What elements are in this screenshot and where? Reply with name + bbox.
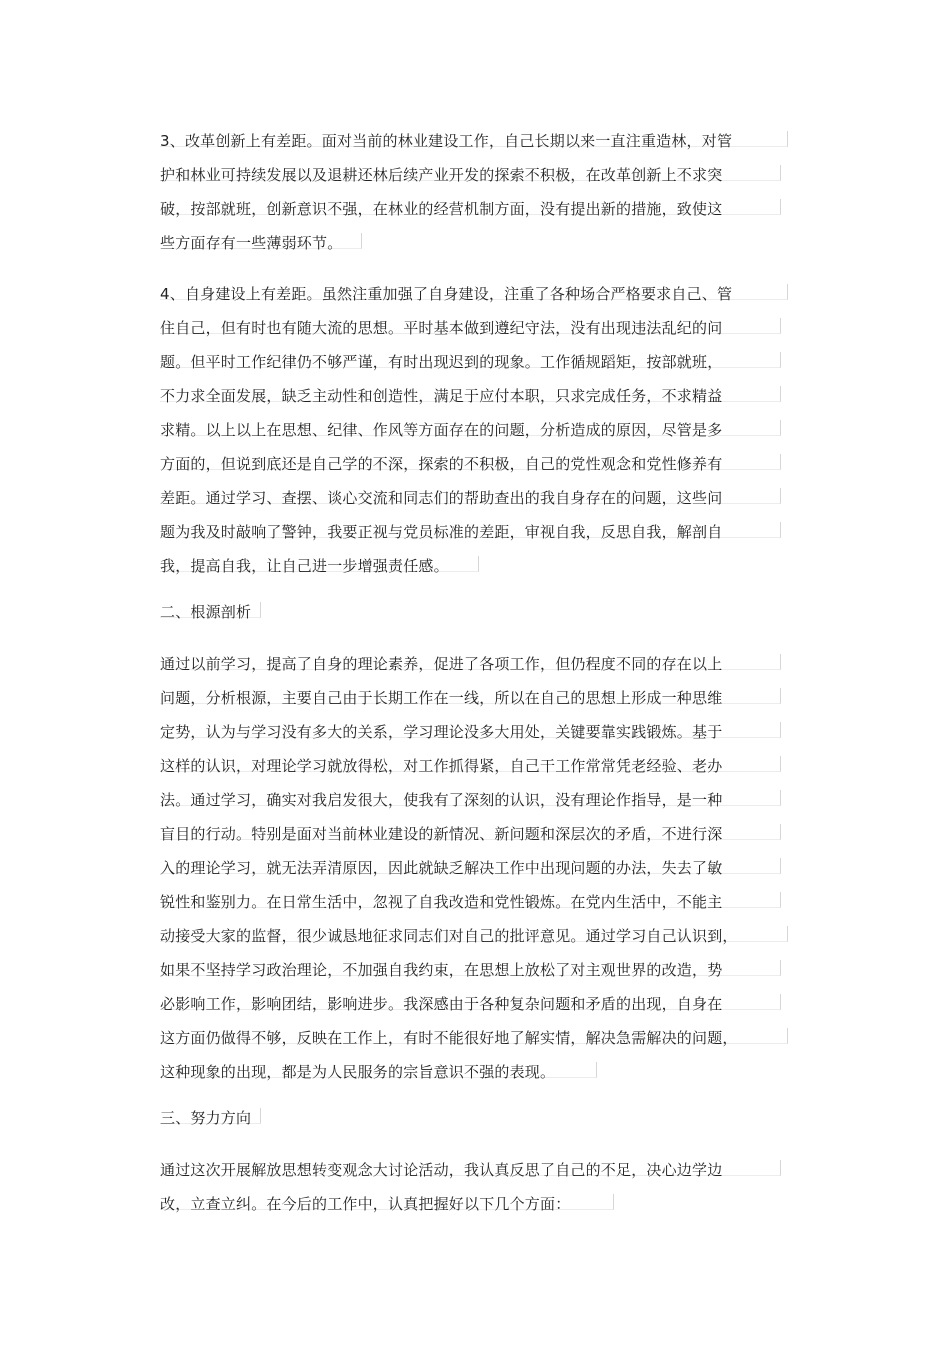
text-line: 我，提高自我，让自己进一步增强责任感。: [160, 556, 790, 590]
heading-line: 三、努力方向: [160, 1108, 790, 1128]
text-line: 些方面存有一些薄弱环节。: [160, 233, 790, 267]
text-line: 4、自身建设上有差距。虽然注重加强了自身建设，注重了各种场合严格要求自己、管: [160, 284, 790, 318]
heading-line: 二、根源剖析: [160, 602, 790, 622]
section-heading-root-cause: [160, 602, 790, 622]
text-line: 护和林业可持续发展以及退耕还林后续产业开发的探索不积极，在改革创新上不求突: [160, 165, 790, 199]
text-line: 方面的，但说到底还是自己学的不深，探索的不积极，自己的党性观念和党性修养有: [160, 454, 790, 488]
text-line: 这方面仍做得不够，反映在工作上，有时不能很好地了解实情，解决急需解决的问题，: [160, 1028, 790, 1062]
text-line: 必影响工作，影响团结，影响进步。我深感由于各种复杂问题和矛盾的出现，自身在: [160, 994, 790, 1028]
paragraph-self-building-gap: [160, 284, 790, 590]
text-line: 改，立查立纠。在今后的工作中，认真把握好以下几个方面：: [160, 1194, 790, 1228]
text-line: 题。但平时工作纪律仍不够严谨，有时出现迟到的现象。工作循规蹈矩，按部就班，: [160, 352, 790, 386]
text-line: 定势，认为与学习没有多大的关系，学习理论没多大用处，关键要靠实践锻炼。基于: [160, 722, 790, 756]
text-line: 盲目的行动。特别是面对当前林业建设的新情况、新问题和深层次的矛盾，不进行深: [160, 824, 790, 858]
section-heading-direction: [160, 1108, 790, 1128]
text-line: 这种现象的出现，都是为人民服务的宗旨意识不强的表现。: [160, 1062, 790, 1096]
text-line: 锐性和鉴别力。在日常生活中，忽视了自我改造和党性锻炼。在党内生活中，不能主: [160, 892, 790, 926]
text-line: 这样的认识，对理论学习就放得松，对工作抓得紧，自己干工作常常凭老经验、老办: [160, 756, 790, 790]
text-line: 题为我及时敲响了警钟，我要正视与党员标准的差距，审视自我，反思自我，解剖自: [160, 522, 790, 556]
text-line: 破，按部就班，创新意识不强，在林业的经营机制方面，没有提出新的措施，致使这: [160, 199, 790, 233]
text-line: 动接受大家的监督，很少诚恳地征求同志们对自己的批评意见。通过学习自己认识到，: [160, 926, 790, 960]
text-line: 不力求全面发展，缺乏主动性和创造性，满足于应付本职，只求完成任务，不求精益: [160, 386, 790, 420]
text-line: 3、改革创新上有差距。面对当前的林业建设工作，自己长期以来一直注重造林，对管: [160, 131, 790, 165]
text-line: 法。通过学习，确实对我启发很大，使我有了深刻的认识，没有理论作指导，是一种: [160, 790, 790, 824]
text-line: 如果不坚持学习政治理论，不加强自我约束，在思想上放松了对主观世界的改造，势: [160, 960, 790, 994]
paragraph-reform-gap: [160, 131, 790, 267]
text-line: 住自己，但有时也有随大流的思想。平时基本做到遵纪守法，没有出现违法乱纪的问: [160, 318, 790, 352]
text-line: 通过这次开展解放思想转变观念大讨论活动，我认真反思了自己的不足，决心边学边: [160, 1160, 790, 1194]
text-line: 通过以前学习，提高了自身的理论素养，促进了各项工作，但仍程度不同的存在以上: [160, 654, 790, 688]
text-line: 差距。通过学习、查摆、谈心交流和同志们的帮助查出的我自身存在的问题，这些问: [160, 488, 790, 522]
paragraph-direction: [160, 1160, 790, 1228]
text-line: 求精。以上以上在思想、纪律、作风等方面存在的问题，分析造成的原因，尽管是多: [160, 420, 790, 454]
text-line: 问题，分析根源，主要自己由于长期工作在一线，所以在自己的思想上形成一种思维: [160, 688, 790, 722]
text-line: 入的理论学习，就无法弄清原因，因此就缺乏解决工作中出现问题的办法，失去了敏: [160, 858, 790, 892]
paragraph-root-cause-analysis: [160, 654, 790, 1096]
